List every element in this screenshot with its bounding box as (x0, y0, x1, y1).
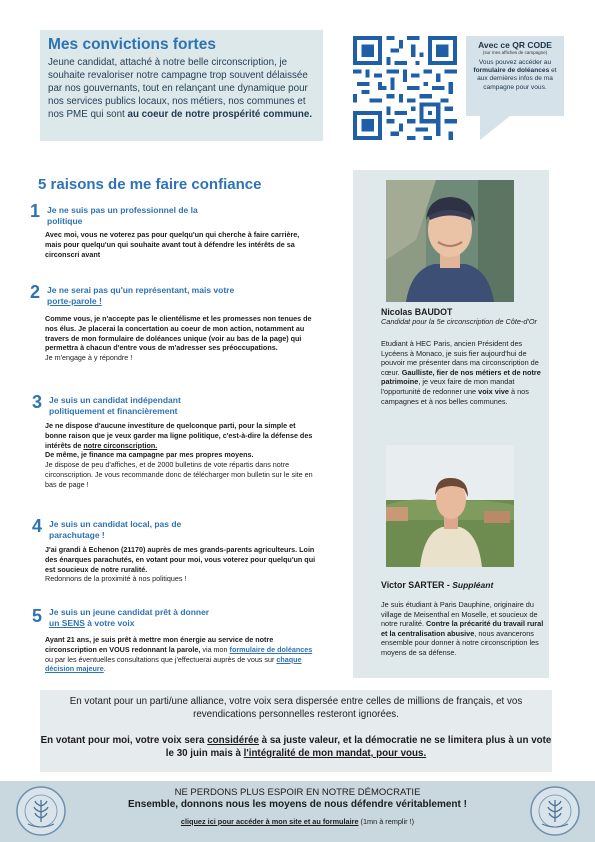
reason-heading: Je suis un jeune candidat prêt à donner un SENS à votre voix (49, 607, 210, 628)
footer-link-line: cliquez ici pour accéder à mon site et au formulaire (1mn à remplir !) (180, 817, 415, 826)
doleances-link[interactable]: formulaire de doléances (229, 644, 313, 654)
vote-message-box (40, 690, 552, 772)
convictions-box (40, 30, 323, 141)
qr-callout (466, 36, 564, 140)
reason-number: 5 (32, 606, 43, 626)
vote-line-2: En votant pour moi, votre voix sera considérée à sa juste valeur, et la démocratie ne se limitera plus à un vote le 30 juin mais à l'intégralité de mon mandat, pour vous. (40, 735, 552, 759)
convictions-title: Mes convictions fortes (48, 36, 216, 53)
reason-heading: Je suis un candidat indépendant politiquement et financièrement (49, 395, 181, 416)
reason-heading: Je ne suis pas un professionnel de la politique (47, 205, 198, 226)
footer-banner (0, 781, 595, 842)
qr-callout-subtitle: (sur mes affiches de campagne) (482, 50, 548, 55)
substitute-bio: Je suis étudiant à Paris Dauphine, originaire du village de Meisenthal en Moselle, et soucieux de notre ruralité. Contre la précarité du travail rural et la centralisation abusive, nous avancerons ensemble pour donner à notre circonscription les moyens de sa défense. (381, 600, 544, 657)
candidate-photo (386, 180, 514, 302)
decision-link[interactable]: chaque décision majeure (45, 654, 302, 674)
reason-number: 2 (30, 282, 41, 302)
candidate-bio: Etudiant à HEC Paris, ancien Président des Lycéens à Monaco, je suis fier aujourd'hui de pouvoir me présenter dans ma circonscription de cœur. Gaulliste, fier de nos métiers et de notre patrimoine, je veux faire de mon mandat l'opportunité de redonner une voix vive à nos campagnes et à nos belles communes. (381, 339, 541, 406)
substitute-info (381, 575, 546, 658)
candidate-name: Nicolas BAUDOT (381, 307, 453, 317)
reason-number: 4 (32, 516, 43, 536)
reason-body: Je ne dispose d'aucune investiture de quelconque parti, pour la simple et bonne raison que je veux garder ma ligne politique, c'est-à-dire la défense des intérêts de notre circonscription. De même, je finance ma campagne par mes propres moyens. Je dispose de peu d'affiches, et de 2000 bulletins de vote répartis dans notre circonscription. Je vous recommande donc de télécharger mon bulletin sur le site en bas de page ! (45, 421, 313, 489)
reason-number: 1 (30, 201, 41, 221)
reason-number: 3 (32, 392, 43, 412)
footer-line-1: NE PERDONS PLUS ESPOIR EN NOTRE DÉMOCRATIE (174, 787, 421, 798)
reasons-title: 5 raisons de me faire confiance (38, 176, 262, 193)
qr-callout-tail (480, 116, 510, 140)
substitute-photo (386, 445, 514, 567)
reason-heading: Je ne serai pas qu'un représentant, mais votre porte-parole ! (47, 285, 235, 306)
campaign-logo-right (530, 786, 580, 836)
qr-callout-title: Avec ce QR CODE (478, 40, 552, 50)
campaign-logo-left (16, 786, 66, 836)
footer-line-2: Ensemble, donnons nous les moyens de nous défendre véritablement ! (128, 799, 467, 810)
reason-body: Ayant 21 ans, je suis prêt à mettre mon énergie au service de notre circonscription en VOUS redonnant la parole, via mon formulaire de doléances ou par les éventuelles consultations que j'effectuerai auprès de vous sur chaque décision majeure. (45, 635, 313, 674)
reason-body: Comme vous, je n'accepte pas le clientélisme et les promesses non tenues de nos élus. Je placerai la concertation au coeur de mon action, notamment au travers de mon formulaire de doléances unique (voir au bas de la page) qui permettra à chacun d'entre vous de m'adresser ses préoccupations. Je m'engage à y répondre ! (45, 314, 312, 363)
candidate-info (381, 307, 546, 406)
qr-code[interactable] (353, 36, 457, 140)
qr-callout-text: Vous pouvez accéder au formulaire de doléances et aux dernières infos de ma campagne pour vous. (473, 59, 557, 91)
reason-body: Avec moi, vous ne voterez pas pour quelqu'un qui cherche à faire carrière, mais pour quelqu'un qui souhaite avant tout à défendre les intérêts de sa circonscri avant (45, 230, 300, 259)
candidate-role: Candidat pour la 5e circonscription de Côte-d'Or (381, 317, 537, 326)
reason-body: J'ai grandi à Echenon (21170) auprès de mes grands-parents agriculteurs. Loin des énarques parachutés, en votant pour moi, vous voterez pour quelqu'un qui est soucieux de notre ruralité. Redonnons de la proximité à nos politiques ! (45, 545, 316, 584)
convictions-text: Jeune candidat, attaché à notre belle circonscription, je souhaite revaloriser notre campagne trop souvent délaissée par nos gouvernants, tout en relançant une dynamique pour nos services publics locaux, nos métiers, nos communes et nos PME qui sont au coeur de notre prospérité commune. (48, 57, 313, 120)
site-link[interactable]: cliquez ici pour accéder à mon site et au formulaire (180, 817, 359, 826)
substitute-heading: Victor SARTER - Suppléant (381, 580, 494, 590)
vote-line-1: En votant pour un parti/une alliance, votre voix sera dispersée entre celles de millions de français, et vos revendications personnelles resteront ignorées. (69, 696, 523, 720)
reason-heading: Je suis un candidat local, pas de parachutage ! (49, 519, 182, 540)
